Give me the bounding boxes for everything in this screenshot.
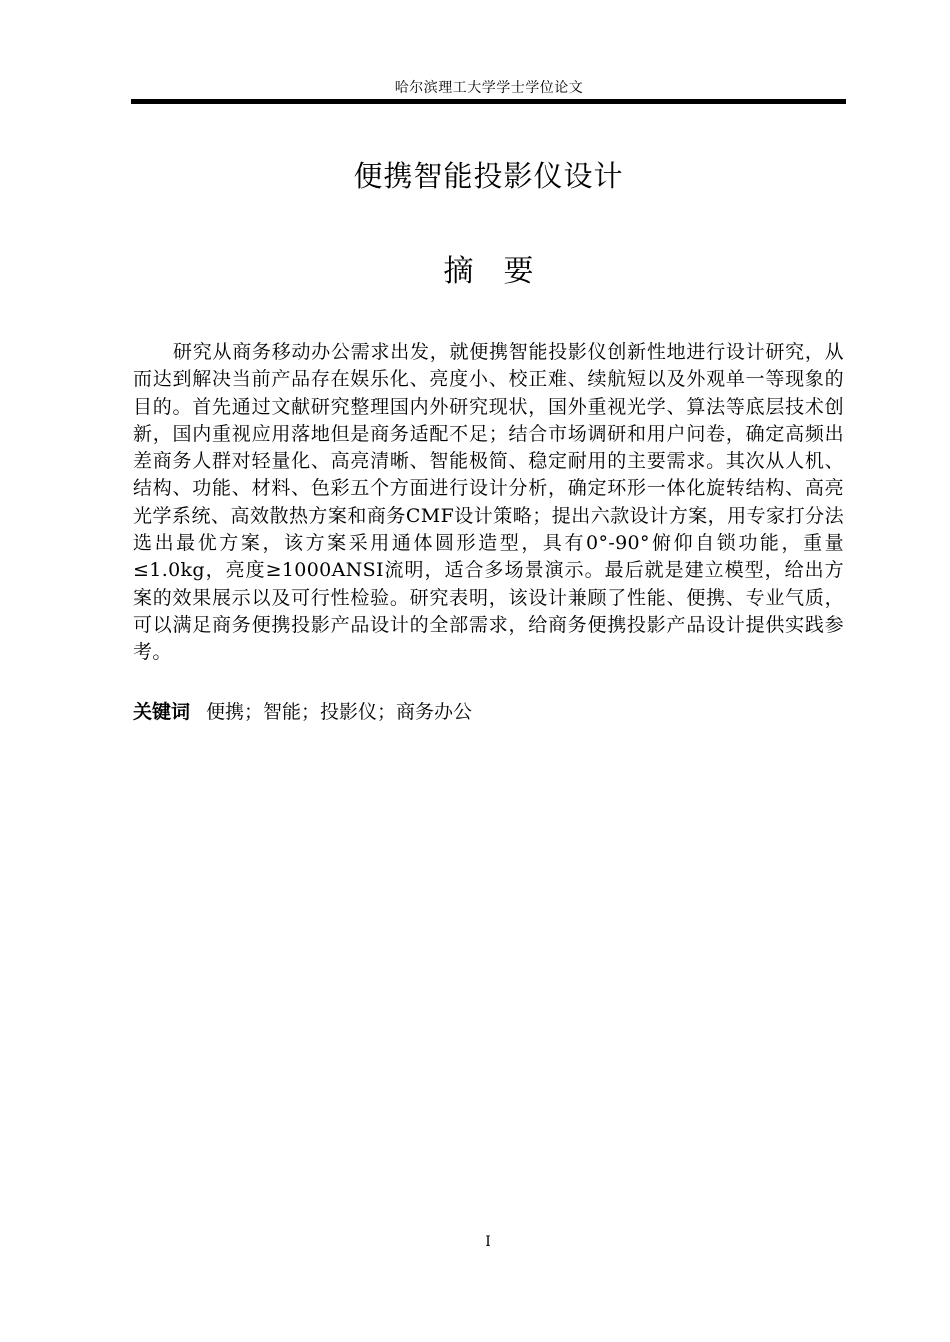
keywords-list: 便携；智能；投影仪；商务办公 — [206, 701, 473, 723]
thesis-title: 便携智能投影仪设计 — [353, 159, 624, 193]
keywords-section — [133, 698, 844, 726]
abstract-body: 研究从商务移动办公需求出发，就便携智能投影仪创新性地进行设计研究，从而达到解决当前产品存在娱乐化、亮度小、校正难、续航短以及外观单一等现象的目的。首先通过文献研究整理国内外研究现状，国外重视光学、算法等底层技术创新，国内重视应用落地但是商务适配不足；结合市场调研和用户问卷，确定高频出差商务人群对轻量化、高亮清晰、智能极简、稳定耐用的主要需求。其次从人机、结构、功能、材料、色彩五个方面进行设计分析，确定环形一体化旋转结构、高亮光学系统、高效散热方案和商务CMF设计策略；提出六款设计方案，用专家打分法选出最优方案，该方案采用通体圆形造型，具有0°-90°俯仰自锁功能，重量≤1.0kg，亮度≥1000ANSI流明，适合多场景演示。最后就是建立模型，给出方案的效果展示以及可行性检验。研究表明，该设计兼顾了性能、便携、专业气质，可以满足商务便携投影产品设计的全部需求，给商务便携投影产品设计提供实践参考。 — [133, 341, 844, 664]
page-number: I — [485, 1234, 491, 1250]
running-header: 哈尔滨理工大学学士学位论文 — [394, 80, 584, 96]
abstract-heading: 摘要 — [443, 254, 564, 289]
header-divider — [131, 99, 846, 103]
keywords-label: 关键词 — [133, 701, 191, 723]
